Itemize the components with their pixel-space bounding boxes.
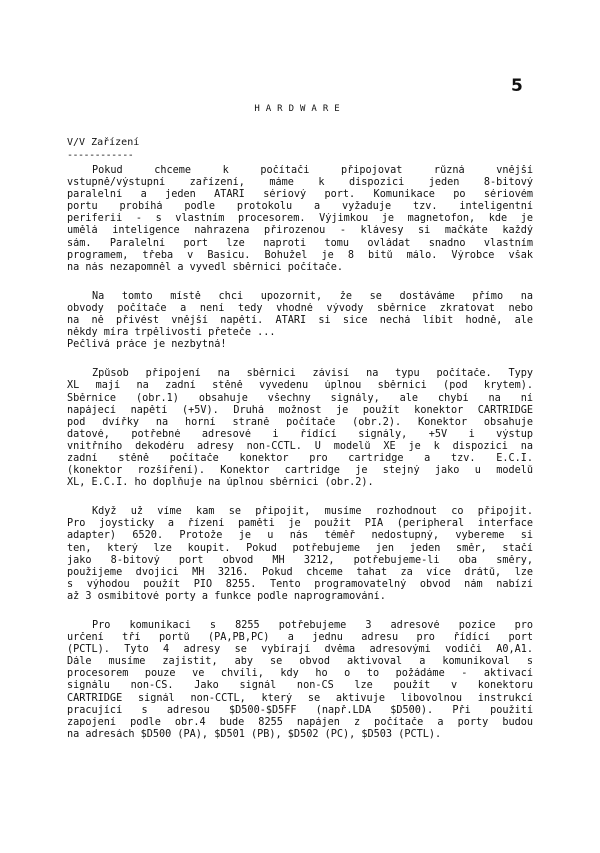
text-line: procesorem pouze ve chvíli, kdy ho o to požádáme - aktivací — [67, 668, 533, 680]
text-line: Když už víme kam se připojit, musíme rozhodnout co připojit. — [92, 506, 533, 518]
text-line: Na tomto místě chci upozornit, že se dostáváme přímo na — [92, 290, 533, 302]
text-line: s výhodou použít PIO 8255. Tento programovatelný obvod nám nabízí — [67, 578, 533, 590]
text-line: signálu non-CS. Jako signál non-CS lze použít v konektoru — [67, 680, 533, 692]
text-line: někdy míra trpělivosti přeteče ... — [67, 327, 276, 339]
text-line: Sběrnice (obr.1) obsahuje všechny signály, ale chybí na ní — [67, 392, 533, 404]
section-title: V/V Zařízení — [67, 137, 140, 148]
text-line: napájecí napětí (+5V). Druhá možnost je použít konektor CARTRIDGE — [67, 404, 533, 416]
text-line: zapojení podle obr.4 bude 8255 napájen z počítače a porty budou — [67, 716, 533, 728]
text-line: XL, E.C.I. ho doplňuje na úplnou sběrnici (obr.2). — [67, 477, 374, 489]
page-number: 5 — [511, 76, 523, 96]
paragraph-4 — [67, 506, 533, 603]
text-line: Dále musíme zajistit, aby se obvod aktivoval a komunikoval s — [67, 656, 533, 668]
text-line: Způsob připojení na sběrnici závisí na typu počítače. Typy — [92, 368, 533, 380]
text-line: datové, potřebné adresové i řídící signály, +5V i výstup — [67, 428, 533, 440]
text-line: (konektor rozšíření). Konektor cartridge je stejný jako u modelů — [67, 465, 533, 477]
text-line: portu probíhá podle protokolu a vyžaduje tzv. inteligentní — [67, 201, 533, 213]
text-line: až 3 osmibitové porty a funkce podle naprogramování. — [67, 590, 386, 602]
text-line: určení tří portů (PA,PB,PC) a jednu adresu pro řídící port — [67, 632, 533, 644]
text-line: Pokud chceme k počítači připojovat různá vnější — [92, 165, 533, 176]
text-line: Pro komunikaci s 8255 potřebujeme 3 adresové pozice pro — [92, 620, 533, 631]
text-line: vnitřního dekodéru adresy non-CCTL. U modelů XE je k dispozici na — [67, 440, 533, 452]
paragraph-1 — [67, 165, 533, 274]
paragraph-5 — [67, 620, 533, 741]
text-line: vstupně/výstupní zařízení, máme k dispozici jeden 8-bitový — [67, 177, 533, 189]
text-line: CARTRIDGE signál non-CCTL, který se aktivuje libovolnou instrukcí — [67, 692, 533, 704]
text-line: obvody počítače a není tedy vhodné vývody sběrnice zkratovat nebo — [67, 302, 533, 314]
text-line: Pro joysticky a řízení paměti je použit PIA (peripheral interface — [67, 518, 533, 530]
body-text — [67, 165, 533, 758]
text-line: umělá inteligence nahrazena přirozenou - klávesy si mačkáte každý — [67, 225, 533, 237]
text-line: paralelní a jeden ATARI sériový port. Komunikace po sériovém — [67, 189, 533, 201]
text-line: XL mají na zadní stěně vyvedenu úplnou sběrnici (pod krytem). — [67, 380, 533, 392]
text-line: adapter) 6520. Protože je u nás téměř nedostupný, vybereme si — [67, 530, 533, 542]
text-line: pod dvířky na horní straně počítače (obr.2). Konektor obsahuje — [67, 416, 533, 428]
text-line: sám. Paralelní port lze naproti tomu ovládat snadno vlastním — [67, 237, 533, 249]
text-line: periferii - s vlastním procesorem. Výjimkou je magnetofon, kde je — [67, 213, 533, 225]
text-line: jako 8-bitový port obvod MH 3212, potřebujeme-li oba směry, — [67, 554, 533, 566]
text-line: na adresách $D500 (PA), $D501 (PB), $D502 (PC), $D503 (PCTL). — [67, 728, 442, 740]
text-line: ten, který lze koupit. Pokud potřebujeme jen jeden směr, stačí — [67, 542, 533, 554]
text-line: Pečlivá práce je nezbytná! — [67, 339, 227, 351]
text-line: na ně přivést vnější napětí. ATARI si sice nechá líbit hodně, ale — [67, 315, 533, 327]
text-line: na nás nezapomněl a vyvedl sběrnici počítače. — [67, 261, 344, 273]
page-header: HARDWARE — [254, 104, 346, 114]
text-line: zadní stěně počítače konektor pro cartridge a tzv. E.C.I. — [67, 452, 533, 464]
paragraph-3 — [67, 368, 533, 489]
text-line: programem, třeba v Basicu. Bohužel je 8 bitů málo. Výrobce však — [67, 249, 533, 261]
text-line: použijeme dvojici MH 3216. Pokud chceme tahat za více drátů, lze — [67, 566, 533, 578]
text-line: (PCTL). Tyto 4 adresy se vybírají dvěma adresovými vodiči A0,A1. — [67, 644, 533, 656]
section-underline: ------------ — [67, 150, 134, 161]
paragraph-2 — [67, 291, 533, 351]
text-line: pracující s adresou $D500-$D5FF (např.LDA $D500). Při použití — [67, 704, 533, 716]
